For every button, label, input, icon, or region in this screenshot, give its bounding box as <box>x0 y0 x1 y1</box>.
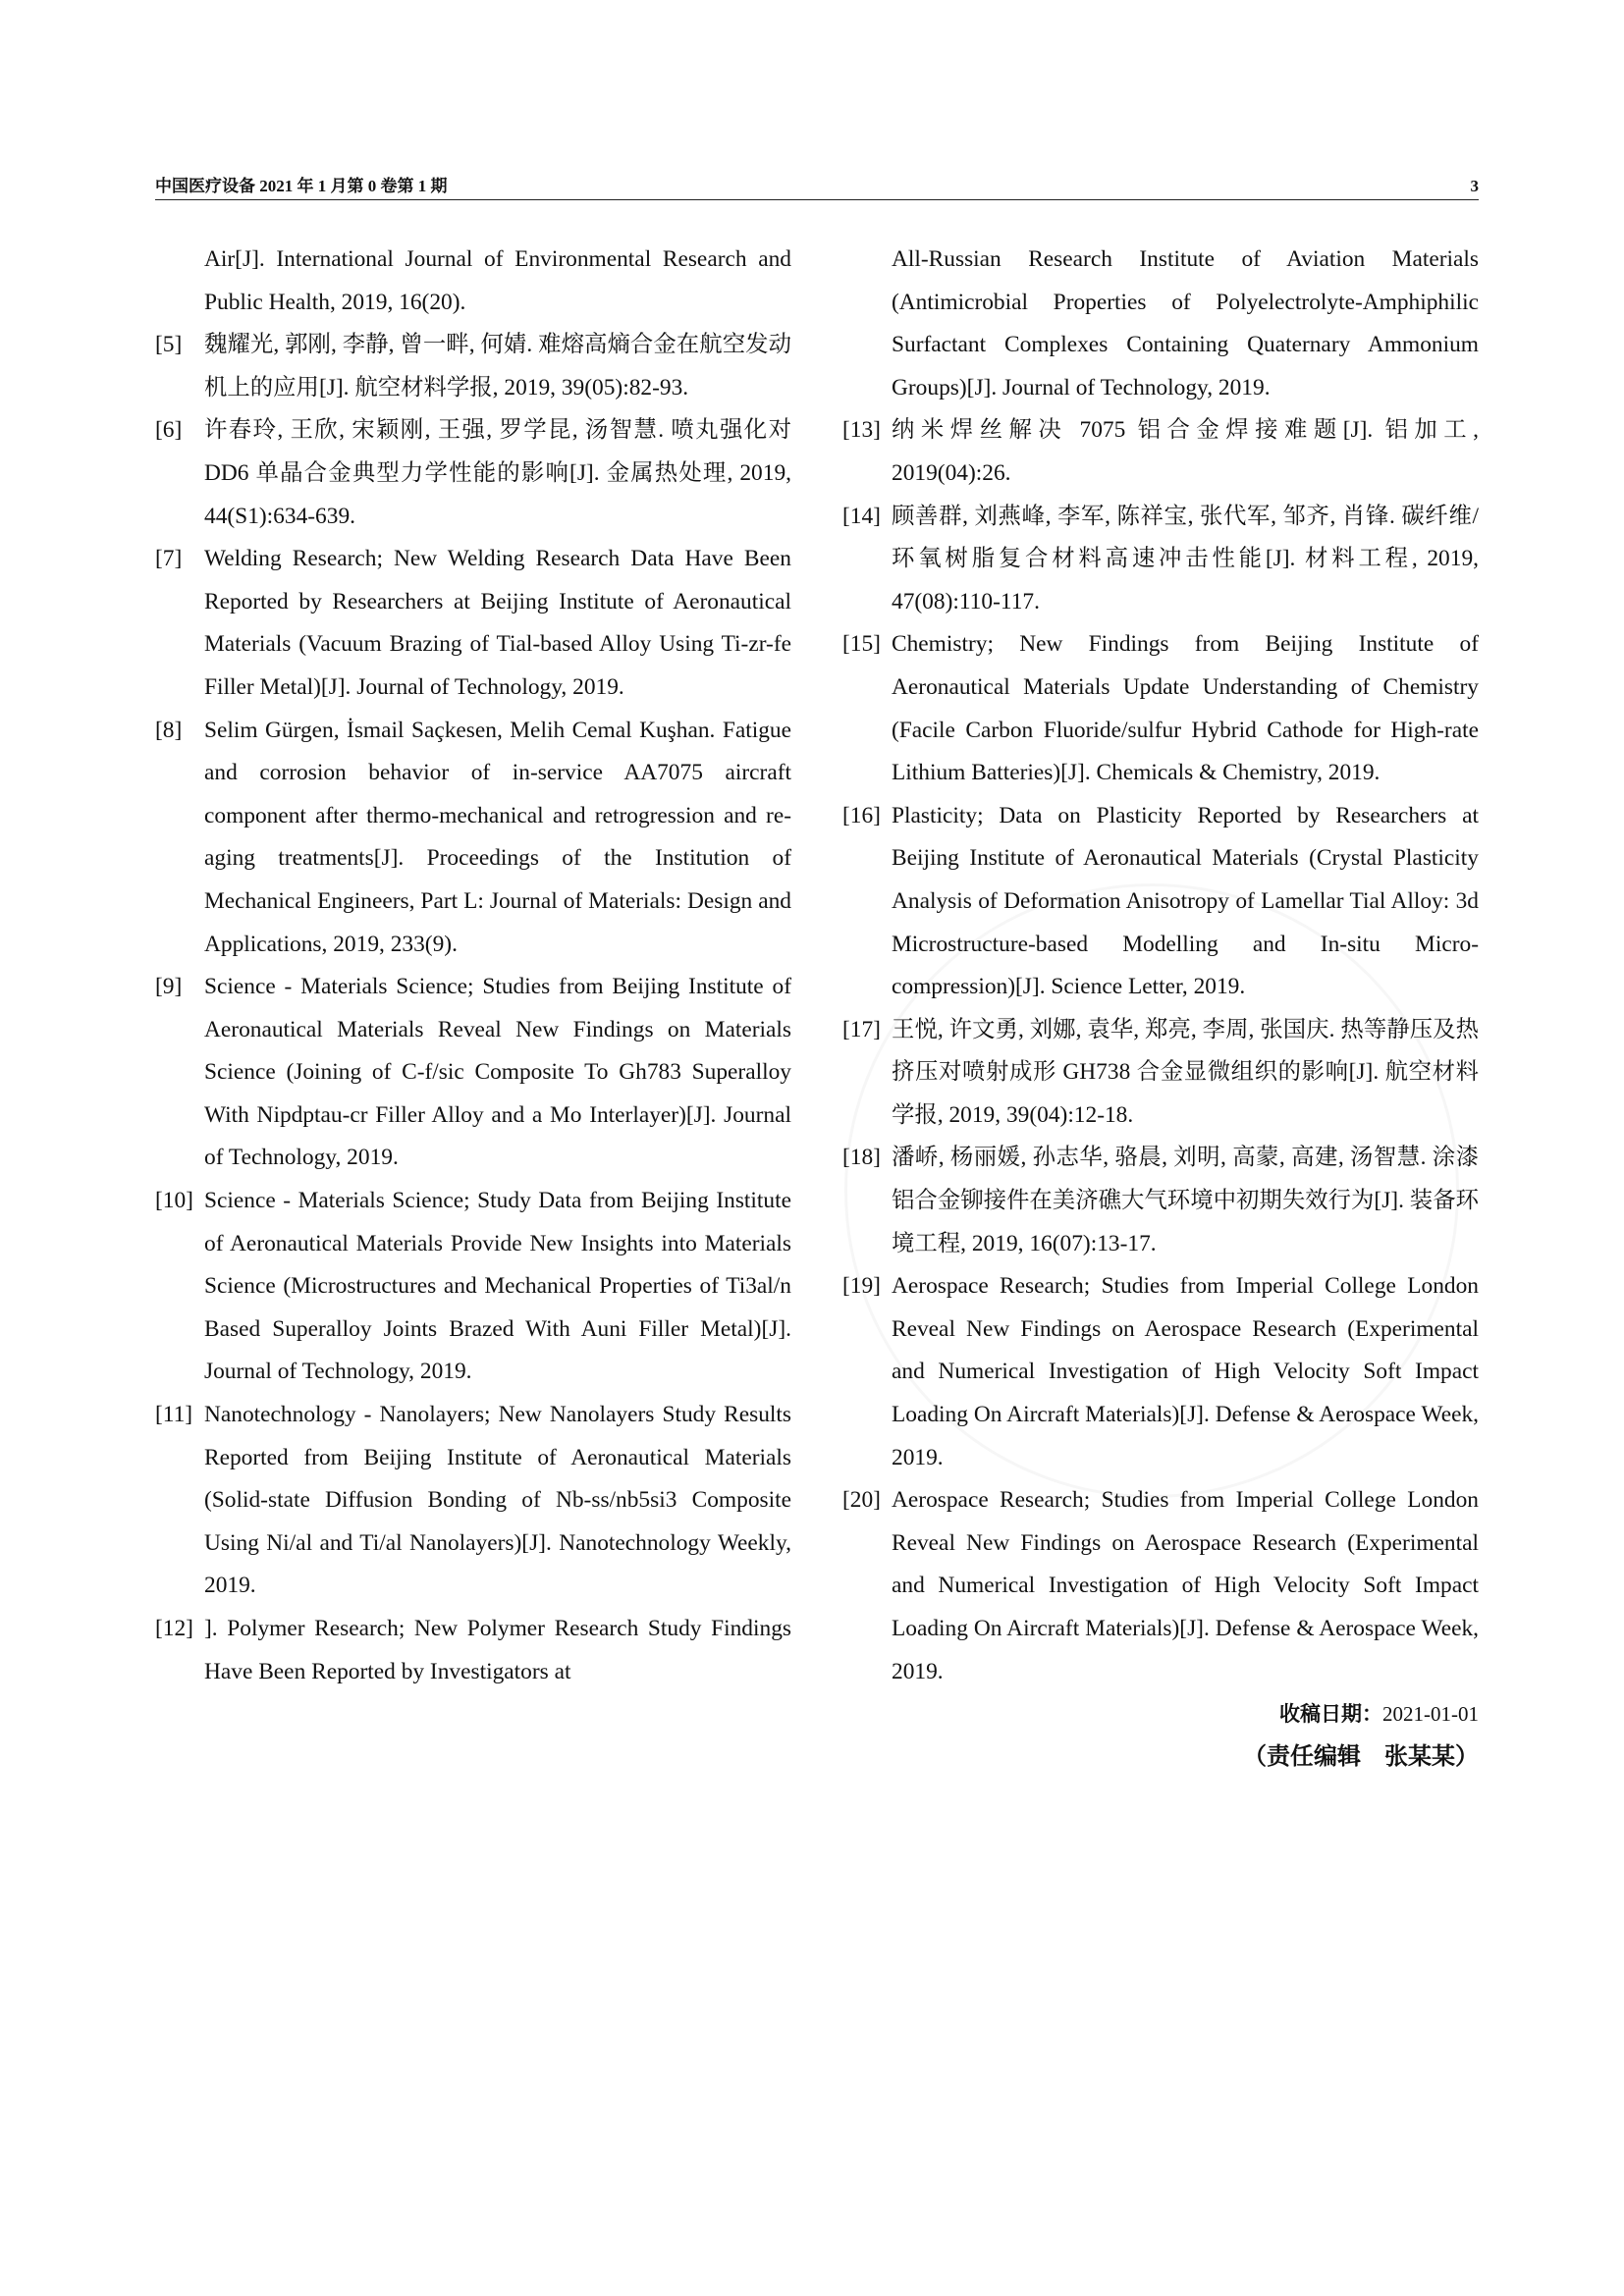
reference-number: [9] <box>155 974 183 1000</box>
reference-entry <box>155 966 791 1180</box>
reference-text: 王悦, 许文勇, 刘娜, 袁华, 郑亮, 李周, 张国庆. 热等静压及热挤压对喷射成形 GH738 合金显微组织的影响[J]. 航空材料学报, 2019, 39(04):12-18. <box>892 1016 1479 1128</box>
reference-entry <box>155 324 791 409</box>
reference-entry <box>842 1137 1479 1265</box>
reference-text: Selim Gürgen, İsmail Saçkesen, Melih Cemal Kuşhan. Fatigue and corrosion behavior of in-service AA7075 aircraft component after thermo-mechanical and retrogression and re-aging treatments[J]. Proceedings of the Institution of Mechanical Engineers, Part L: Journal of Materials: Design and Applications, 2019, 233(9). <box>204 717 791 957</box>
reference-text: Air[J]. International Journal of Environmental Research and Public Health, 2019, 16(20). <box>204 246 791 315</box>
journal-issue-info: 中国医疗设备 2021 年 1 月第 0 卷第 1 期 <box>155 177 448 195</box>
received-date: 2021-01-01 <box>1382 1702 1479 1727</box>
reference-text: Science - Materials Science; Studies from Beijing Institute of Aeronautical Materials Reveal New Findings on Materials Science (Joining of C-f/sic Composite To Gh783 Superalloy With Nipdptau-cr Filler Alloy and a Mo Interlayer)[J]. Journal of Technology, 2019. <box>204 974 791 1171</box>
reference-entry <box>842 795 1479 1009</box>
reference-entry <box>155 538 791 709</box>
reference-entry <box>155 1608 791 1693</box>
reference-entry <box>155 710 791 967</box>
reference-number: [5] <box>155 332 183 358</box>
reference-number: [7] <box>155 546 183 572</box>
article-footer <box>842 1693 1479 1779</box>
reference-entry <box>842 623 1479 794</box>
header-rule <box>155 199 1479 200</box>
received-date-line <box>842 1693 1479 1736</box>
page-number: 3 <box>1470 177 1479 195</box>
references-right-column <box>842 239 1479 1779</box>
reference-number: [12] <box>155 1616 193 1641</box>
reference-number: [18] <box>842 1145 881 1171</box>
reference-text: 纳米焊丝解决 7075 铝合金焊接难题[J]. 铝加工, 2019(04):26. <box>892 417 1479 486</box>
reference-number: [20] <box>842 1487 881 1514</box>
reference-number: [19] <box>842 1273 881 1300</box>
reference-text: 魏耀光, 郭刚, 李静, 曾一畔, 何婧. 难熔高熵合金在航空发动机上的应用[J]. 航空材料学报, 2019, 39(05):82-93. <box>204 332 791 400</box>
reference-text: Welding Research; New Welding Research Data Have Been Reported by Researchers at Beijing Institute of Aeronautical Materials (Vacuum Brazing of Tial-based Alloy Using Ti-zr-fe Filler Metal)[J]. Journal of Technology, 2019. <box>204 546 791 700</box>
reference-number: [10] <box>155 1188 193 1214</box>
reference-text: Chemistry; New Findings from Beijing Institute of Aeronautical Materials Update Understanding of Chemistry (Facile Carbon Fluoride/sulfur Hybrid Cathode for High-rate Lithium Batteries)[J]. Chemicals & Chemistry, 2019. <box>892 631 1479 786</box>
reference-number: [14] <box>842 503 881 529</box>
reference-entry <box>155 409 791 538</box>
reference-text: Science - Materials Science; Study Data from Beijing Institute of Aeronautical Materials Provide New Insights into Materials Science (Microstructures and Mechanical Properties of Ti3al/n Based Superalloy Joints Brazed With Auni Filler Metal)[J]. Journal of Technology, 2019. <box>204 1188 791 1385</box>
reference-number: [11] <box>155 1402 193 1428</box>
reference-text: ]. Polymer Research; New Polymer Research Study Findings Have Been Reported by Investigators at <box>204 1616 791 1684</box>
reference-text: Aerospace Research; Studies from Imperial College London Reveal New Findings on Aerospace Research (Experimental and Numerical Investigation of High Velocity Soft Impact Loading On Aircraft Materials)[J]. Defense & Aerospace Week, 2019. <box>892 1487 1479 1684</box>
reference-text: Nanotechnology - Nanolayers; New Nanolayers Study Results Reported from Beijing Institute of Aeronautical Materials (Solid-state Diffusion Bonding of Nb-ss/nb5si3 Composite Using Ni/al and Ti/al Nanolayers)[J]. Nanotechnology Weekly, 2019. <box>204 1402 791 1599</box>
reference-text: All-Russian Research Institute of Aviation Materials (Antimicrobial Properties of Polyelectrolyte-Amphiphilic Surfactant Complexes Containing Quaternary Ammonium Groups)[J]. Journal of Technology, 2019. <box>892 246 1479 400</box>
reference-entry <box>842 496 1479 624</box>
reference-entry <box>842 1265 1479 1479</box>
reference-text: Plasticity; Data on Plasticity Reported by Researchers at Beijing Institute of Aeronautical Materials (Crystal Plasticity Analysis of Deformation Anisotropy of Lamellar Tial Alloy: 3d Microstructure-based Modelling and In-situ Micro-compression)[J]. Science Letter, 2019. <box>892 802 1479 1000</box>
references-left-column <box>155 239 791 1693</box>
responsible-editor: （责任编辑 张某某） <box>1243 1743 1479 1770</box>
reference-entry <box>842 1009 1479 1138</box>
reference-number: [6] <box>155 417 183 444</box>
reference-number: [15] <box>842 631 881 658</box>
running-header <box>155 171 1479 196</box>
reference-entry <box>842 239 1479 409</box>
reference-text: 许春玲, 王欣, 宋颖刚, 王强, 罗学昆, 汤智慧. 喷丸强化对 DD6 单晶合金典型力学性能的影响[J]. 金属热处理, 2019, 44(S1):634-639. <box>204 417 791 529</box>
received-date-label: 收稿日期： <box>1279 1702 1382 1727</box>
reference-number: [17] <box>842 1016 881 1042</box>
reference-text: Aerospace Research; Studies from Imperial College London Reveal New Findings on Aerospace Research (Experimental and Numerical Investigation of High Velocity Soft Impact Loading On Aircraft Materials)[J]. Defense & Aerospace Week, 2019. <box>892 1273 1479 1470</box>
reference-entry <box>842 1479 1479 1693</box>
reference-entry <box>842 409 1479 495</box>
reference-entry <box>155 239 791 324</box>
reference-number: [8] <box>155 717 183 743</box>
reference-entry <box>155 1180 791 1394</box>
reference-entry <box>155 1394 791 1608</box>
reference-number: [13] <box>842 417 881 444</box>
reference-text: 顾善群, 刘燕峰, 李军, 陈祥宝, 张代军, 邹齐, 肖锋. 碳纤维/环氧树脂复合材料高速冲击性能[J]. 材料工程, 2019, 47(08):110-117. <box>892 503 1479 614</box>
reference-number: [16] <box>842 802 881 828</box>
reference-text: 潘峤, 杨丽媛, 孙志华, 骆晨, 刘明, 高蒙, 高建, 汤智慧. 涂漆铝合金铆接件在美济礁大气环境中初期失效行为[J]. 装备环境工程, 2019, 16(07):13-17. <box>892 1145 1479 1256</box>
